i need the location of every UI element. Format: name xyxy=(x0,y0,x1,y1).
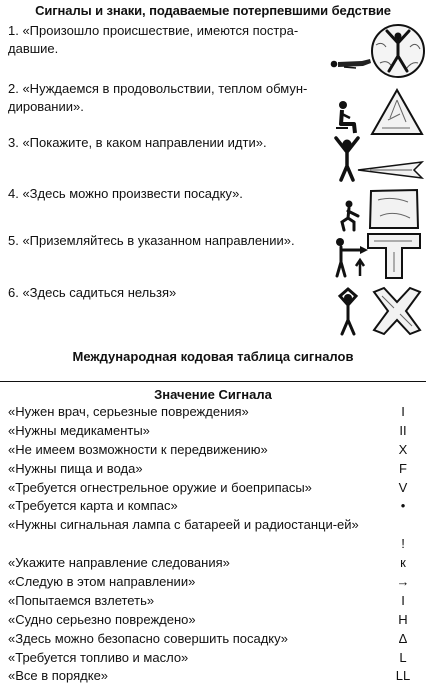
table-row xyxy=(8,460,420,479)
table-header: Значение Сигнала xyxy=(154,387,272,402)
triangle-sign-icon xyxy=(370,88,424,136)
row-meaning: «Требуется огнестрельное оружие и боеприпасы» xyxy=(8,479,312,495)
row-code: L xyxy=(399,649,407,665)
row-meaning: «Нужны медикаменты» xyxy=(8,422,150,438)
table-row xyxy=(8,611,420,630)
row-meaning: «Требуется карта и компас» xyxy=(8,498,178,514)
pointing-person-icon xyxy=(332,236,370,278)
table-row xyxy=(8,403,420,422)
arrow-sign-icon xyxy=(356,160,426,180)
table-row xyxy=(8,497,420,516)
table-row xyxy=(8,516,420,554)
signal-4-line-1: 4. «Здесь можно произвести посадку». xyxy=(8,186,243,201)
row-meaning: «Требуется топливо и масло» xyxy=(8,649,189,665)
arms-crossed-overhead-person-icon xyxy=(332,286,364,336)
row-code: Δ xyxy=(398,630,408,646)
row-code: ! xyxy=(401,536,405,552)
signal-3-line-1: 3. «Покажите, в каком направлении идти». xyxy=(8,135,267,150)
row-meaning: «Судно серьезно повреждено» xyxy=(8,611,196,627)
table-row xyxy=(8,649,420,668)
row-code: → xyxy=(396,574,410,590)
table-row xyxy=(8,441,420,460)
row-code: V xyxy=(398,479,408,495)
signal-2-line-2: дировании». xyxy=(8,99,84,114)
signal-3-text xyxy=(8,134,326,152)
squatting-person-icon xyxy=(334,200,364,232)
row-meaning: «Укажите направление следования» xyxy=(8,555,230,571)
t-sign-icon xyxy=(366,232,422,280)
row-meaning: «Следую в этом направлении» xyxy=(8,574,196,590)
row-meaning: «Все в порядке» xyxy=(8,668,109,684)
signal-1-line-1: 1. «Произошло происшествие, имеются постра- xyxy=(8,23,299,38)
section-subtitle: Международная кодовая таблица сигналов xyxy=(72,349,354,364)
row-meaning: «Нужен врач, серьезные повреждения» xyxy=(8,404,249,419)
row-meaning: «Нужны пища и вода» xyxy=(8,460,143,476)
signal-2-text xyxy=(8,80,326,116)
x-sign-icon xyxy=(370,286,424,336)
table-row xyxy=(8,554,420,573)
signal-1-line-2: давшие. xyxy=(8,41,59,56)
row-code: I xyxy=(401,404,405,419)
signal-1-text xyxy=(8,22,326,58)
square-sign-icon xyxy=(368,188,420,230)
row-meaning: «Попытаемся взлететь» xyxy=(8,592,155,608)
table-row xyxy=(8,479,420,498)
row-code: I xyxy=(401,592,405,608)
signal-5-line-1: 5. «Приземляйтесь в указанном направлении». xyxy=(8,233,295,248)
row-code: • xyxy=(400,498,406,514)
table-row xyxy=(8,592,420,611)
table-row xyxy=(8,573,420,592)
page-title: Сигналы и знаки, подаваемые потерпевшими бедствие xyxy=(35,3,391,18)
signal-code-table xyxy=(8,403,420,686)
table-row xyxy=(8,667,420,686)
row-code: LL xyxy=(395,668,411,684)
row-meaning: «Нужны сигнальная лампа с батареей и радиостанци-ей» xyxy=(8,517,359,533)
row-code: к xyxy=(400,555,406,571)
table-top-divider xyxy=(0,381,426,382)
signal-6-line-1: 6. «Здесь садиться нельзя» xyxy=(8,285,177,300)
row-code: X xyxy=(398,441,408,457)
table-row xyxy=(8,422,420,441)
person-in-circle-icon xyxy=(370,23,426,79)
row-code: H xyxy=(398,611,408,627)
signal-5-text xyxy=(8,232,326,250)
lying-person-icon xyxy=(330,56,372,70)
row-meaning: «Не имеем возможности к передвижению» xyxy=(8,441,268,457)
signal-2-line-1: 2. «Нуждаемся в продовольствии, теплом обмун- xyxy=(8,81,308,96)
row-code: F xyxy=(399,460,407,476)
signal-6-text xyxy=(8,284,326,302)
table-row xyxy=(8,630,420,649)
row-meaning: «Здесь можно безопасно совершить посадку» xyxy=(8,630,289,646)
row-code: II xyxy=(399,422,407,438)
sitting-person-icon xyxy=(334,100,360,134)
signal-4-text xyxy=(8,185,326,203)
